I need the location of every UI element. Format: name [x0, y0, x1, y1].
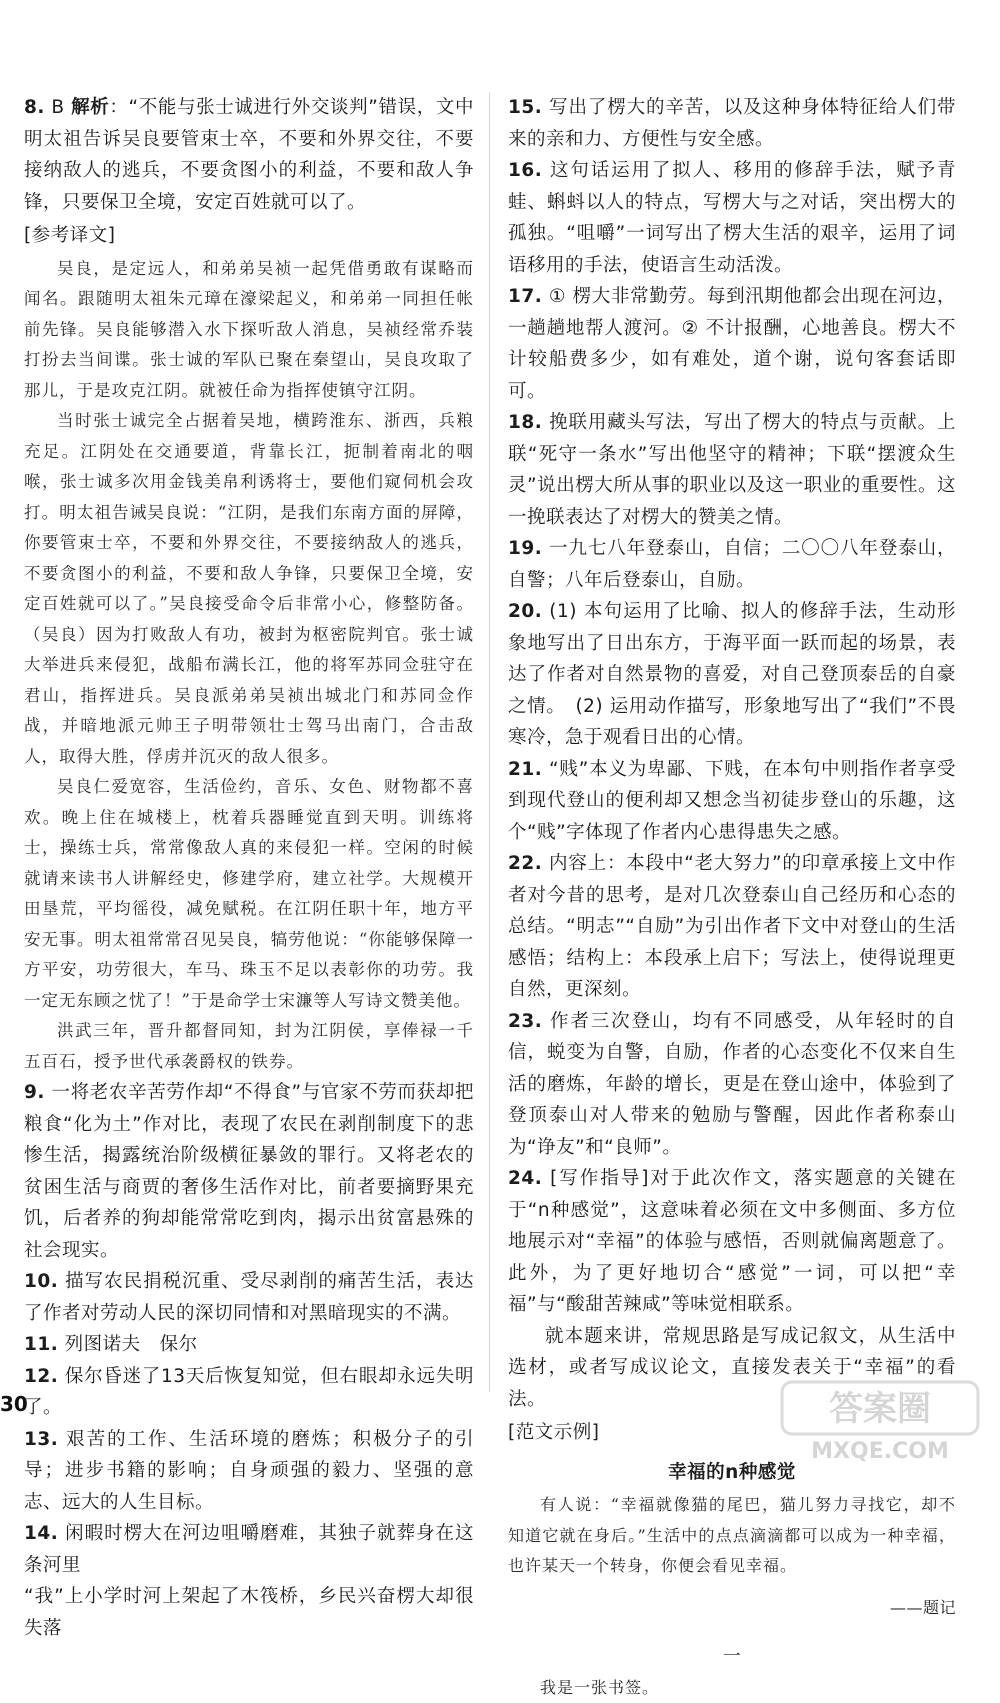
answer-number: 18.	[508, 412, 542, 433]
analysis-tag: 解析	[71, 97, 109, 118]
sample-essay-label: [范文示例]	[508, 1417, 599, 1449]
answer-18	[508, 407, 956, 533]
answer-number: 16.	[508, 160, 542, 181]
answer-text: 一将老农辛苦劳作却“不得食”与官家不劳而获却把粮食“化为土”作对比，表现了农民在剥削制度下的悲惨生活，揭露统治阶级横征暴敛的罪行。又将老农的贫困生活与商贾的奢侈生活作对比，前者要摘野果充饥，后者养的狗却能常常吃到肉，揭示出贫富悬殊的社会现实。	[24, 1082, 474, 1261]
answer-number: 17.	[508, 286, 542, 307]
essay-body	[508, 1673, 956, 1703]
answer-14	[24, 1518, 474, 1581]
answer-8	[24, 92, 474, 218]
answer-number: 19.	[508, 538, 542, 559]
answer-16	[508, 155, 956, 281]
writing-guide-tag: [写作指导]	[550, 1168, 649, 1189]
answer-number: 20.	[508, 601, 542, 622]
answer-number: 14.	[24, 1523, 58, 1544]
reference-translation	[24, 254, 474, 1078]
translation-paragraph: 洪武三年，晋升都督同知，封为江阴侯，享俸禄一千五百石，授予世代承袭爵权的铁券。	[24, 1016, 474, 1077]
answer-text: 内容上：本段中“老大努力”的印章承接上文中作者对今昔的思考，是对几次登泰山自己经历和心态的总结。“明志”“自励”为引出作者下文中对登山的生活感悟；结构上：本段承上启下；写法上，使得说理更自然，更深刻。	[508, 853, 956, 1000]
answer-text: 描写农民捐税沉重、受尽剥削的痛苦生活，表达了作者对劳动人民的深切同情和对黑暗现实的不满。	[24, 1271, 474, 1324]
answer-number: 9.	[24, 1082, 45, 1103]
answer-text: 写出了楞大的辛苦，以及这种身体特征给人们带来的亲和力、方便性与安全感。	[508, 97, 956, 150]
answer-15	[508, 92, 956, 155]
column-divider	[489, 92, 490, 1392]
answer-text: 作者三次登山，均有不同感受，从年轻时的自信，蜕变为自警，自励，作者的心态变化不仅来自生活的磨炼，年龄的增长，更是在登山途中，体验到了登顶泰山对人带来的勉励与警醒，因此作者称泰山为“诤友”和“良师”。	[508, 1011, 956, 1158]
answer-22	[508, 848, 956, 1006]
answer-text: ：“不能与张士诚进行外交谈判”错误，文中明太祖告诉吴良要管束士卒，不要和外界交往，不要接纳敌人的逃兵，不要贪图小的利益，不要和敌人争锋，只要保卫全境，安定百姓就可以了。	[24, 97, 474, 213]
answer-11	[24, 1329, 474, 1361]
answer-19	[508, 533, 956, 596]
watermark-top-text: 答案圈	[829, 1389, 931, 1429]
essay-part-number: 一	[508, 1641, 956, 1673]
answer-choice: B	[51, 97, 64, 118]
left-column	[24, 92, 474, 1644]
answer-12	[24, 1361, 474, 1424]
answer-text: 列图诺夫 保尔	[65, 1334, 198, 1355]
translation-label: [参考译文]	[24, 220, 115, 252]
answer-text: 一九七八年登泰山，自信；二〇〇八年登泰山，自警；八年后登泰山，自励。	[508, 538, 956, 591]
answer-number: 12.	[24, 1366, 58, 1387]
answer-9	[24, 1077, 474, 1266]
answer-text: 这句话运用了拟人、移用的修辞手法，赋予青蛙、蝌蚪以人的特点，写楞大与之对话，突出楞大的孤独。“咀嚼”一词写出了楞大生活的艰辛，运用了词语移用的手法，使语言生动活泼。	[508, 160, 956, 276]
answer-text: 挽联用藏头写法，写出了楞大的特点与贡献。上联“死守一条水”写出他坚守的精神；下联“摆渡众生灵”说出楞大所从事的职业以及这一职业的重要性。这一挽联表达了对楞大的赞美之情。	[508, 412, 956, 528]
answer-number: 8.	[24, 97, 45, 118]
translation-paragraph: 吴良仁爱宽容，生活俭约，音乐、女色、财物都不喜欢。晚上住在城楼上，枕着兵器睡觉直到天明。训练将士，操练士兵，常常像敌人真的来侵犯一样。空闲的时候就请来读书人讲解经史，修建学府，建立社学。大规模开田垦荒，平均徭役，减免赋税。在江阴任职十年，地方平安无事。明太祖常常召见吴良，犒劳他说：“你能够保障一方平安，功劳很大，车马、珠玉不足以表彰你的功劳。我一定无东顾之忧了！”于是命学士宋濂等人写诗文赞美他。	[24, 772, 474, 1016]
answer-text: 艰苦的工作、生活环境的磨炼；积极分子的引导；进步书籍的影响；自身顽强的毅力、坚强的意志、远大的人生目标。	[24, 1429, 474, 1513]
answer-text: “贱”本义为卑鄙、下贱，在本句中则指作者享受到现代登山的便利却又想念当初徒步登山的乐趣，这个“贱”字体现了作者内心患得患失之感。	[508, 759, 956, 843]
answer-number: 15.	[508, 97, 542, 118]
answer-text: (1) 本句运用了比喻、拟人的修辞手法，生动形象地写出了日出东方，于海平面一跃而起的场景，表达了作者对自然景物的喜爱，对自己登顶泰岳的自豪之情。 (2) 运用动作描写，形象地写出了“我们”不畏寒冷，急于观看日出的心情。	[508, 601, 956, 748]
answer-21	[508, 754, 956, 849]
answer-24	[508, 1163, 956, 1321]
epigraph-attribution: ——题记	[508, 1592, 956, 1624]
answer-text: 保尔昏迷了13天后恢复知觉，但右眼却永远失明了。	[24, 1366, 474, 1419]
answer-number: 22.	[508, 853, 542, 874]
watermark-logo	[780, 1378, 980, 1463]
answer-text: 闲暇时楞大在河边咀嚼磨难，其独子就葬身在这条河里	[24, 1523, 474, 1576]
essay-title: 幸福的n种感觉	[508, 1457, 956, 1489]
answer-number: 11.	[24, 1334, 58, 1355]
page-number: 30	[0, 1392, 28, 1416]
answer-23	[508, 1006, 956, 1164]
answer-24-extra: 就本题来讲，常规思路是写成记叙文，从生活中选材，或者写成议论文，直接发表关于“幸福”的看法。	[508, 1321, 956, 1416]
answer-14-continued: “我”上小学时河上架起了木筏桥，乡民兴奋楞大却很失落	[24, 1581, 474, 1644]
answer-number: 21.	[508, 759, 542, 780]
watermark-bottom-text: MXQE.COM	[811, 1439, 949, 1463]
essay-first-line: 我是一张书签。	[508, 1673, 956, 1703]
answer-17	[508, 281, 956, 407]
answer-10	[24, 1266, 474, 1329]
answer-text: ① 楞大非常勤劳。每到汛期他都会出现在河边，一趟趟地帮人渡河。② 不计报酬，心地善良。楞大不计较船费多少，如有难处，道个谢，说句客套话即可。	[508, 286, 956, 402]
answer-number: 24.	[508, 1168, 542, 1189]
answer-number: 13.	[24, 1429, 58, 1450]
translation-paragraph: 当时张士诚完全占据着吴地，横跨淮东、浙西，兵粮充足。江阴处在交通要道，背靠长江，扼制着南北的咽喉，张士诚多次用金钱美帛利诱将士，要他们窥伺机会攻打。明太祖告诫吴良说：“江阴，是我们东南方面的屏障，你要管束士卒，不要和外界交往，不要接纳敌人的逃兵，不要贪图小的利益，不要和敌人争锋，只要保卫全境，安定百姓就可以了。”吴良接受命令后非常小心，修整防备。（吴良）因为打败敌人有功，被封为枢密院判官。张士诚大举进兵来侵犯，战船布满长江，他的将军苏同佥驻守在君山，指挥进兵。吴良派弟弟吴祯出城北门和苏同佥作战，并暗地派元帅王子明带领壮士驾马出南门，合击敌人，取得大胜，俘虏并沉灭的敌人很多。	[24, 406, 474, 772]
answer-number: 23.	[508, 1011, 542, 1032]
epigraph-text: 有人说：“幸福就像猫的尾巴，猫儿努力寻找它，却不知道它就在身后。”生活中的点点滴滴都可以成为一种幸福，也许某天一个转身，你便会看见幸福。	[508, 1490, 956, 1582]
answer-number: 10.	[24, 1271, 58, 1292]
translation-paragraph: 吴良，是定远人，和弟弟吴祯一起凭借勇敢有谋略而闻名。跟随明太祖朱元璋在濠梁起义，和弟弟一同担任帐前先锋。吴良能够潜入水下探听敌人消息，吴祯经常乔装打扮去当间谍。张士诚的军队已聚在秦望山，吴良攻取了那儿，于是攻克江阴。就被任命为指挥使镇守江阴。	[24, 254, 474, 407]
answer-text: 对于此次作文，落实题意的关键在于“n种感觉”，这意味着必须在文中多侧面、多方位地展示对“幸福”的体验与感悟，否则就偏离题意了。此外，为了更好地切合“感觉”一词，可以把“幸福”与“酸甜苦辣咸”等味觉相联系。	[508, 1168, 956, 1315]
answer-20	[508, 596, 956, 754]
essay-epigraph	[508, 1490, 956, 1582]
